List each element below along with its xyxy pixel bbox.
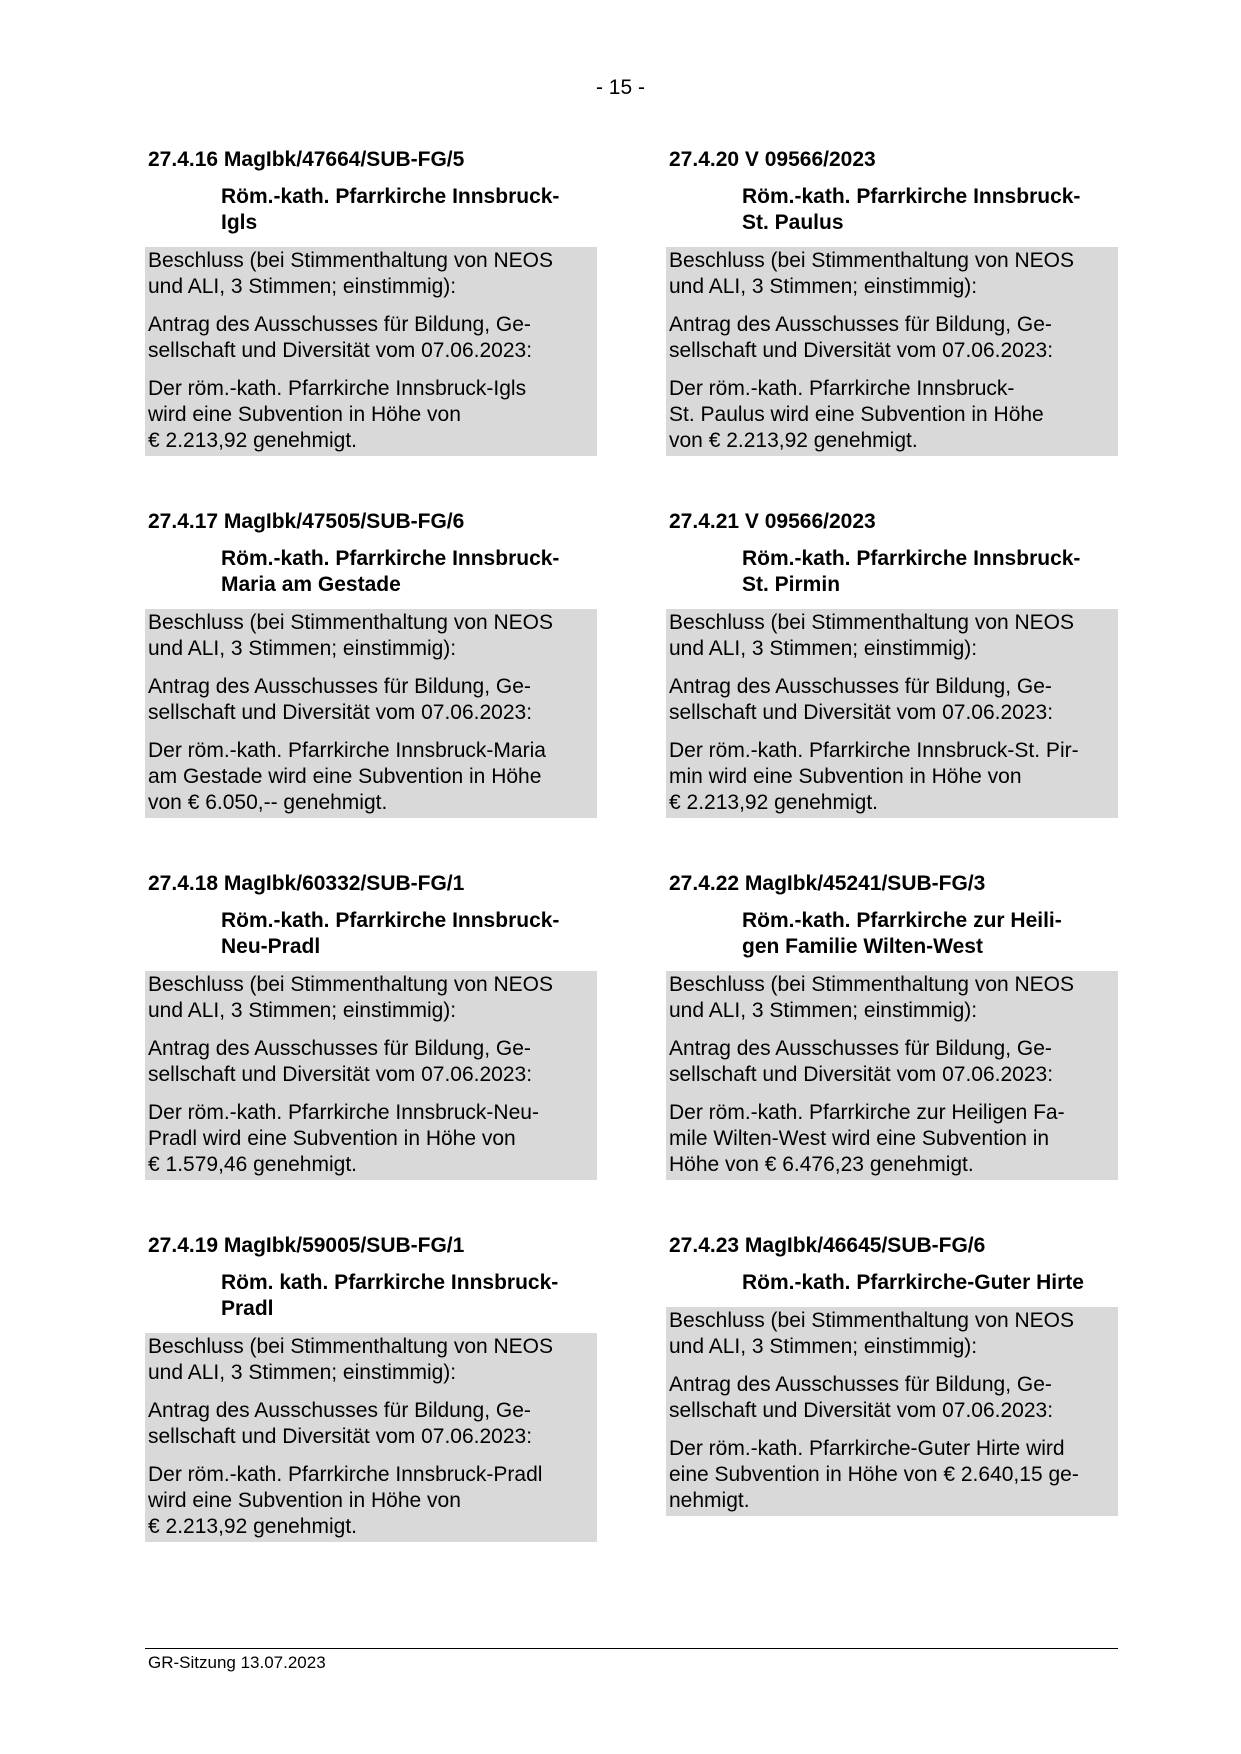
motion-text: Antrag des Ausschusses für Bildung, Ge- sellschaft und Diversität vom 07.06.2023:: [148, 1399, 533, 1448]
agenda-item: [145, 1233, 597, 1542]
motion-text: Antrag des Ausschusses für Bildung, Ge- sellschaft und Diversität vom 07.06.2023:: [669, 313, 1054, 362]
motion-text: Antrag des Ausschusses für Bildung, Ge- sellschaft und Diversität vom 07.06.2023:: [669, 675, 1054, 724]
decision-text: Beschluss (bei Stimmenthaltung von NEOS und ALI, 3 Stimmen; einstimmig):: [148, 973, 554, 1022]
resolution-text: Der röm.-kath. Pfarrkirche Innsbruck-Maria am Gestade wird eine Subvention in Höhe von € 6.050,-- genehmigt.: [148, 739, 546, 814]
decision-text: Beschluss (bei Stimmenthaltung von NEOS und ALI, 3 Stimmen; einstimmig):: [148, 1335, 554, 1384]
item-body: [145, 609, 597, 818]
item-heading: 27.4.21 V 09566/2023: [669, 510, 876, 533]
agenda-item: [145, 509, 597, 818]
item-body: [145, 1333, 597, 1542]
item-subject: Röm.-kath. Pfarrkirche Innsbruck- Maria am Gestade: [221, 547, 560, 596]
decision-text: Beschluss (bei Stimmenthaltung von NEOS und ALI, 3 Stimmen; einstimmig):: [148, 611, 554, 660]
item-subject: Röm.-kath. Pfarrkirche zur Heili- gen Familie Wilten-West: [742, 909, 1062, 958]
agenda-item: [666, 1233, 1118, 1516]
motion-text: Antrag des Ausschusses für Bildung, Ge- sellschaft und Diversität vom 07.06.2023:: [669, 1037, 1054, 1086]
item-body: [666, 1307, 1118, 1516]
motion-text: Antrag des Ausschusses für Bildung, Ge- sellschaft und Diversität vom 07.06.2023:: [148, 1037, 533, 1086]
agenda-item: [666, 509, 1118, 818]
item-heading: 27.4.22 MagIbk/45241/SUB-FG/3: [669, 872, 986, 895]
item-heading: 27.4.19 MagIbk/59005/SUB-FG/1: [148, 1234, 465, 1257]
item-subject: Röm.-kath. Pfarrkirche Innsbruck- St. Pirmin: [742, 547, 1081, 596]
resolution-text: Der röm.-kath. Pfarrkirche Innsbruck- St. Paulus wird eine Subvention in Höhe von € 2.213,92 genehmigt.: [669, 377, 1044, 452]
item-body: [145, 971, 597, 1180]
item-heading: 27.4.23 MagIbk/46645/SUB-FG/6: [669, 1234, 986, 1257]
footer-divider: [145, 1648, 1118, 1649]
agenda-item: [145, 871, 597, 1180]
motion-text: Antrag des Ausschusses für Bildung, Ge- sellschaft und Diversität vom 07.06.2023:: [148, 313, 533, 362]
item-heading: 27.4.18 MagIbk/60332/SUB-FG/1: [148, 872, 465, 895]
decision-text: Beschluss (bei Stimmenthaltung von NEOS und ALI, 3 Stimmen; einstimmig):: [148, 249, 554, 298]
item-heading: 27.4.17 MagIbk/47505/SUB-FG/6: [148, 510, 465, 533]
item-body: [666, 247, 1118, 456]
motion-text: Antrag des Ausschusses für Bildung, Ge- sellschaft und Diversität vom 07.06.2023:: [148, 675, 533, 724]
item-heading: 27.4.20 V 09566/2023: [669, 148, 876, 171]
resolution-text: Der röm.-kath. Pfarrkirche Innsbruck-St. Pir- min wird eine Subvention in Höhe von € 2.213,92 genehmigt.: [669, 739, 1079, 814]
page-number: - 15 -: [595, 76, 645, 99]
resolution-text: Der röm.-kath. Pfarrkirche Innsbruck-Igls wird eine Subvention in Höhe von € 2.213,92 genehmigt.: [148, 377, 527, 452]
agenda-item: [666, 147, 1118, 456]
agenda-item: [666, 871, 1118, 1180]
item-subject: Röm.-kath. Pfarrkirche Innsbruck- St. Paulus: [742, 185, 1081, 234]
agenda-item: [145, 147, 597, 456]
item-body: [666, 971, 1118, 1180]
item-body: [666, 609, 1118, 818]
footer-text: GR-Sitzung 13.07.2023: [148, 1653, 326, 1672]
resolution-text: Der röm.-kath. Pfarrkirche Innsbruck-Neu- Pradl wird eine Subvention in Höhe von € 1.579,46 genehmigt.: [148, 1101, 539, 1176]
item-heading: 27.4.16 MagIbk/47664/SUB-FG/5: [148, 148, 465, 171]
resolution-text: Der röm.-kath. Pfarrkirche zur Heiligen Fa- mile Wilten-West wird eine Subvention in Höhe von € 6.476,23 genehmigt.: [669, 1101, 1065, 1176]
decision-text: Beschluss (bei Stimmenthaltung von NEOS und ALI, 3 Stimmen; einstimmig):: [669, 973, 1075, 1022]
resolution-text: Der röm.-kath. Pfarrkirche-Guter Hirte wird eine Subvention in Höhe von € 2.640,15 ge- nehmigt.: [669, 1437, 1079, 1512]
resolution-text: Der röm.-kath. Pfarrkirche Innsbruck-Pradl wird eine Subvention in Höhe von € 2.213,92 genehmigt.: [148, 1463, 543, 1538]
decision-text: Beschluss (bei Stimmenthaltung von NEOS und ALI, 3 Stimmen; einstimmig):: [669, 611, 1075, 660]
decision-text: Beschluss (bei Stimmenthaltung von NEOS und ALI, 3 Stimmen; einstimmig):: [669, 1309, 1075, 1358]
item-body: [145, 247, 597, 456]
motion-text: Antrag des Ausschusses für Bildung, Ge- sellschaft und Diversität vom 07.06.2023:: [669, 1373, 1054, 1422]
item-subject: Röm.-kath. Pfarrkirche Innsbruck- Igls: [221, 185, 560, 234]
item-subject: Röm.-kath. Pfarrkirche Innsbruck- Neu-Pradl: [221, 909, 560, 958]
decision-text: Beschluss (bei Stimmenthaltung von NEOS und ALI, 3 Stimmen; einstimmig):: [669, 249, 1075, 298]
item-subject: Röm. kath. Pfarrkirche Innsbruck- Pradl: [221, 1271, 559, 1320]
item-subject: Röm.-kath. Pfarrkirche-Guter Hirte: [742, 1271, 1084, 1294]
